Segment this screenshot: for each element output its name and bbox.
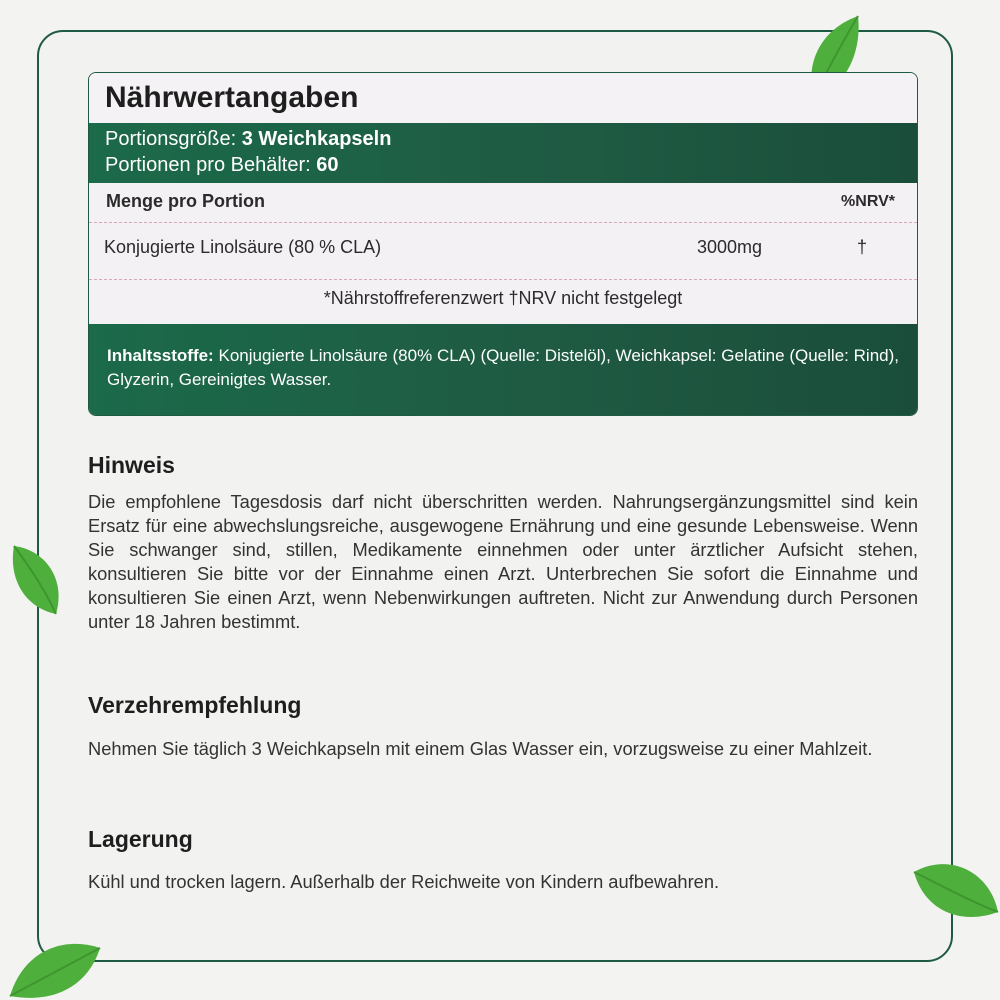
leaf-icon bbox=[6, 540, 66, 620]
header-nrv: %NRV* bbox=[841, 193, 895, 210]
table-header-row bbox=[89, 183, 917, 223]
nutrition-facts-panel bbox=[88, 72, 918, 416]
hinweis-title: Hinweis bbox=[88, 452, 175, 478]
ingredients bbox=[89, 324, 917, 416]
verzehr-title: Verzehrempfehlung bbox=[88, 692, 302, 718]
ingredients-label: Inhaltsstoffe: bbox=[107, 346, 214, 365]
servings-value: 60 bbox=[316, 154, 339, 176]
servings-per-container bbox=[105, 152, 901, 178]
item-name: Konjugierte Linolsäure (80 % CLA) bbox=[104, 237, 382, 257]
verzehr-text: Nehmen Sie täglich 3 Weichkapseln mit einem Glas Wasser ein, vorzugsweise zu einer Mahlzeit. bbox=[88, 738, 873, 759]
hinweis-text: Die empfohlene Tagesdosis darf nicht überschritten werden. Nahrungsergänzungsmittel sind kein Ersatz für eine abwechslungsreiche, ausgewogene Ernährung und eine gesunde Lebensweise. Wenn Sie schwanger sind, stillen, Medikamente einnehmen oder unter ärztlicher Aufsicht stehen, konsultieren Sie bitte vor der Einnahme einen Arzt. Unterbrechen Sie sofort die Einnahme und konsultieren Sie einen Arzt, wenn Nebenwirkungen auftreten. Nicht zur Anwendung durch Personen unter 18 Jahren bestimmt. bbox=[88, 491, 918, 632]
serving-size bbox=[105, 126, 901, 152]
panel-title: Nährwertangaben bbox=[89, 73, 917, 123]
header-amount: Menge pro Portion bbox=[106, 191, 265, 211]
item-amount: 3000mg bbox=[697, 237, 763, 257]
leaf-icon bbox=[4, 930, 104, 1000]
footnote: *Nährstoffreferenzwert †NRV nicht festgelegt bbox=[323, 288, 683, 308]
servings-label: Portionen pro Behälter: bbox=[105, 154, 311, 176]
ingredients-text: Konjugierte Linolsäure (80% CLA) (Quelle: Distelöl), Weichkapsel: Gelatine (Quelle: Rind), Glyzerin, Gereinigtes Wasser. bbox=[107, 346, 899, 389]
lagerung-title: Lagerung bbox=[88, 826, 193, 852]
lagerung-text: Kühl und trocken lagern. Außerhalb der Reichweite von Kindern aufbewahren. bbox=[88, 871, 720, 892]
item-nrv: † bbox=[857, 237, 868, 257]
serving-info bbox=[89, 123, 917, 183]
serving-size-value: 3 Weichkapseln bbox=[241, 128, 392, 150]
footnote-row bbox=[89, 280, 917, 324]
table-row bbox=[89, 223, 917, 280]
leaf-icon bbox=[910, 852, 1000, 932]
serving-size-label: Portionsgröße: bbox=[105, 128, 237, 150]
